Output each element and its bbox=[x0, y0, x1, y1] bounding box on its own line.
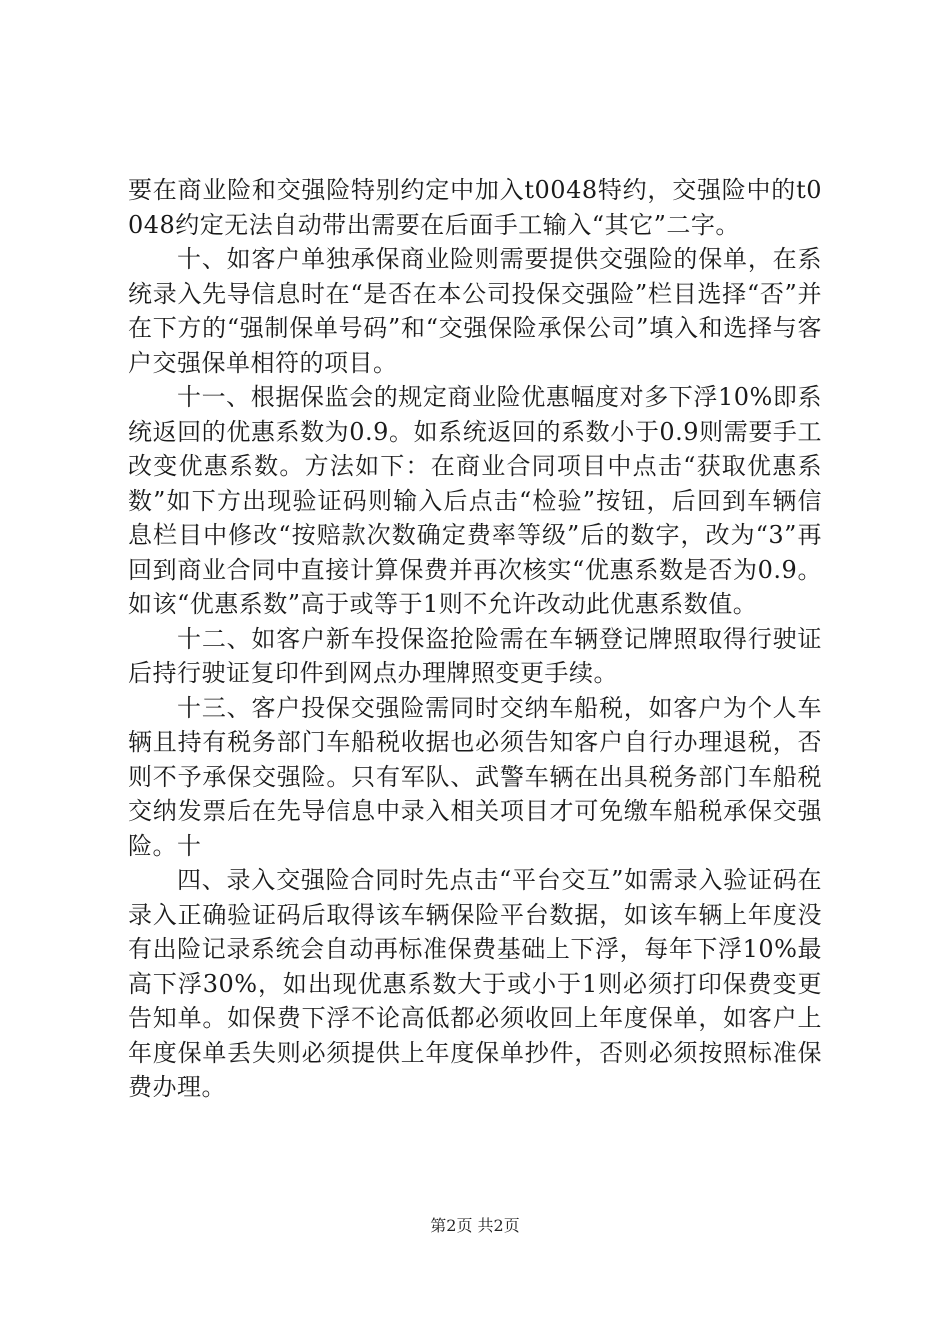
paragraph-item-14: 四、录入交强险合同时先点击“平台交互”如需录入验证码在录入正确验证码后取得该车辆保险平台数据，如该车辆上年度没有出险记录系统会自动再标准保费基础上下浮，每年下浮10%最高下浮30%，如出现优惠系数大于或小于1则必须打印保费变更告知单。如保费下浮不论高低都必须收回上年度保单，如客户上年度保单丢失则必须提供上年度保单抄件，否则必须按照标准保费办理。 bbox=[128, 866, 822, 1101]
paragraph-item-10: 十、如客户单独承保商业险则需要提供交强险的保单，在系统录入先导信息时在“是否在本公司投保交强险”栏目选择“否”并在下方的“强制保单号码”和“交强保险承保公司”填入和选择与客户交强保单相符的项目。 bbox=[128, 245, 822, 377]
paragraph-item-13: 十三、客户投保交强险需同时交纳车船税，如客户为个人车辆且持有税务部门车船税收据也必须告知客户自行办理退税，否则不予承保交强险。只有军队、武警车辆在出具税务部门车船税交纳发票后在先导信息中录入相关项目才可免缴车船税承保交强险。十 bbox=[128, 693, 822, 860]
page-number-label: 第2页 共2页 bbox=[430, 1216, 520, 1235]
page-footer bbox=[0, 1215, 950, 1237]
paragraph-continuation: 要在商业险和交强险特别约定中加入t0048特约，交强险中的t0048约定无法自动带出需要在后面手工输入“其它”二字。 bbox=[128, 176, 822, 239]
document-body bbox=[128, 173, 822, 1105]
paragraph-item-11: 十一、根据保监会的规定商业险优惠幅度对多下浮10%即系统返回的优惠系数为0.9。如系统返回的系数小于0.9则需要手工改变优惠系数。方法如下：在商业合同项目中点击“获取优惠系数”如下方出现验证码则输入后点击“检验”按钮，后回到车辆信息栏目中修改“按赔款次数确定费率等级”后的数字，改为“3”再回到商业合同中直接计算保费并再次核实“优惠系数是否为0.9。如该“优惠系数”高于或等于1则不允许改动此优惠系数值。 bbox=[128, 383, 822, 618]
paragraph-item-12: 十二、如客户新车投保盗抢险需在车辆登记牌照取得行驶证后持行驶证复印件到网点办理牌照变更手续。 bbox=[128, 624, 822, 687]
